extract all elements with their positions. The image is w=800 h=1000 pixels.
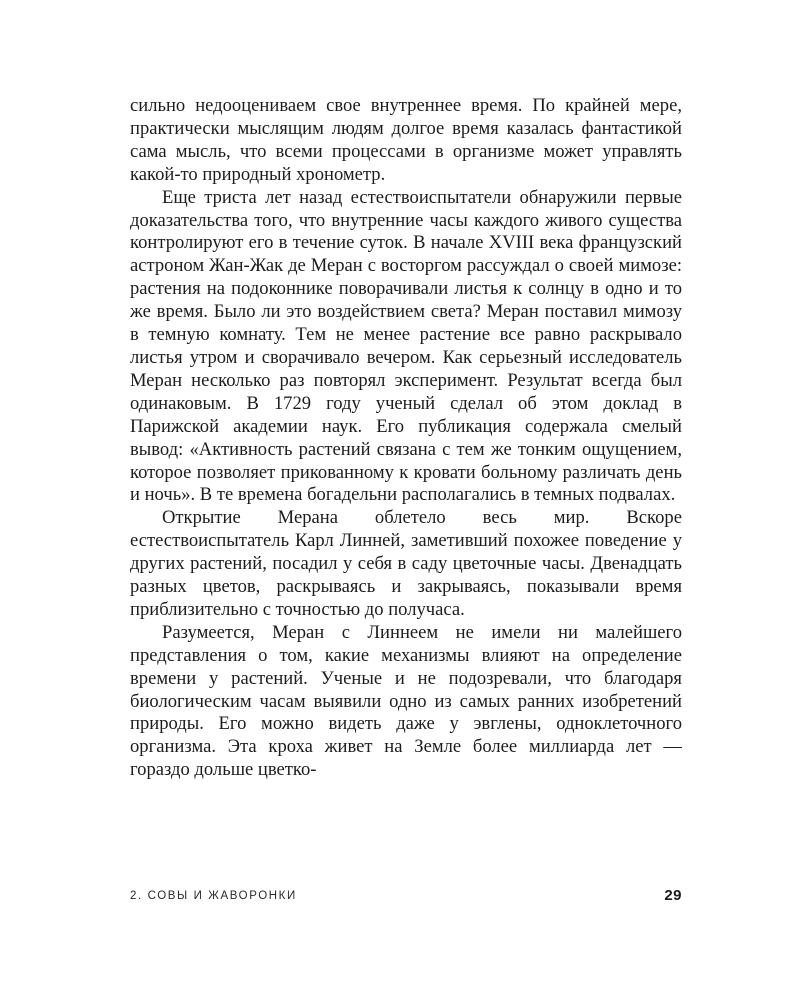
- page-number: 29: [664, 887, 682, 904]
- running-head: 2. СОВЫ И ЖАВОРОНКИ: [130, 890, 297, 902]
- paragraph: Разумеется, Меран с Линнеем не имели ни малейшего представления о том, какие механизмы влияют на определение времени у растений. Ученые и не подозревали, что благодаря биологическим часам выявили одно из самых ранних изобретений природы. Его можно видеть даже у эвглены, одноклеточного организма. Эта кроха живет на Земле более миллиарда лет — гораздо дольше цветко-: [130, 621, 682, 781]
- body-text: [130, 95, 682, 782]
- paragraph: Открытие Мерана облетело весь мир. Вскоре естествоиспытатель Карл Линней, заметивший похожее поведение у других растений, посадил у себя в саду цветочные часы. Двенадцать разных цветов, раскрываясь и закрываясь, показывали время приблизительно с точностью до получаса.: [130, 507, 682, 620]
- paragraph: Еще триста лет назад естествоиспытатели обнаружили первые доказательства того, что внутренние часы каждого живого существа контролируют его в течение суток. В начале XVIII века французский астроном Жан-Жак де Меран с восторгом рассуждал о своей мимозе: растения на подоконнике поворачивали листья к солнцу в одно и то же время. Было ли это воздействием света? Меран поставил мимозу в темную комнату. Тем не менее растение все равно раскрывало листья утром и сворачивало вечером. Как серьезный исследователь Меран несколько раз повторял эксперимент. Результат всегда был одинаковым. В 1729 году ученый сделал об этом доклад в Парижской академии наук. Его публикация содержала смелый вывод: «Активность растений связана с тем же тонким ощущением, которое позволяет прикованному к кровати больному различать день и ночь». В те времена богадельни располагались в темных подвалах.: [130, 186, 682, 506]
- paragraph-continuation: сильно недооцениваем свое внутреннее время. По крайней мере, практически мыслящим людям долгое время казалась фантастикой сама мысль, что всеми процессами в организме может управлять какой-то природный хронометр.: [130, 95, 682, 185]
- page-footer: [130, 887, 682, 909]
